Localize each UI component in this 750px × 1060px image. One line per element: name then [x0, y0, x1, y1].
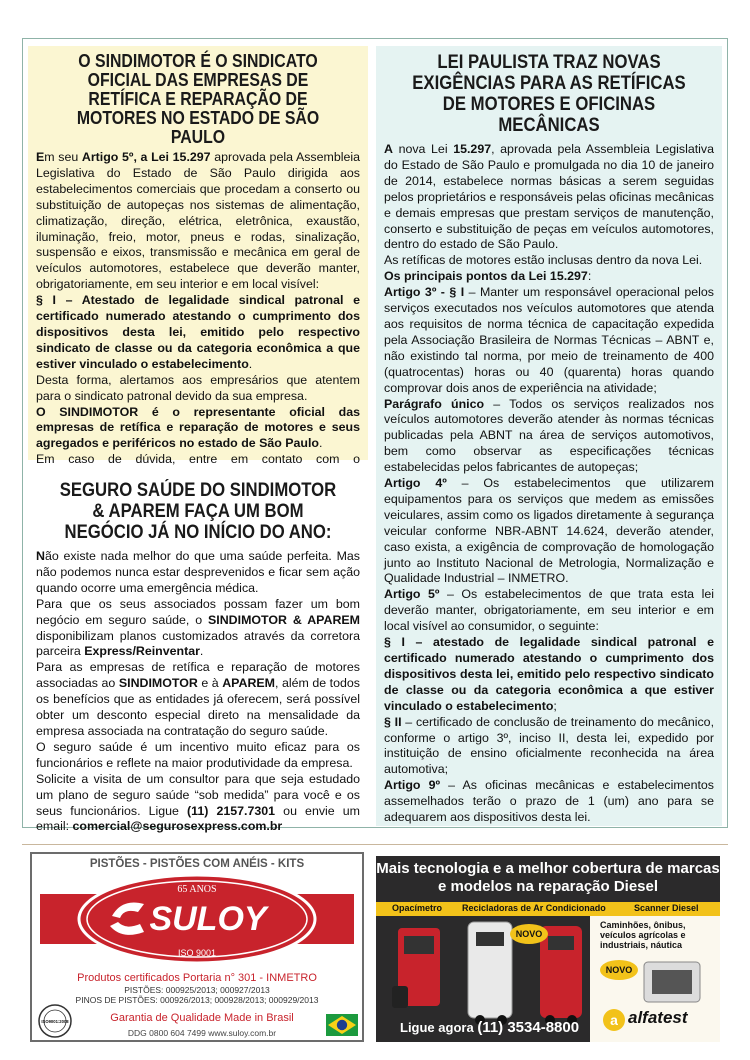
alfatest-brand: alfatest — [628, 1008, 688, 1027]
text-run: e à — [197, 676, 223, 691]
suloy-pistoes: PISTÕES: 000925/2013; 000927/2013 — [124, 985, 270, 995]
text-run: : — [587, 269, 592, 284]
suloy-certification: Produtos certificados Portaria n° 301 - INMETRO — [77, 972, 317, 984]
lei-paragraph-1 — [384, 142, 714, 253]
scanner-face — [652, 970, 692, 994]
sindimotor-aparem: SINDIMOTOR & APAREM — [208, 612, 360, 627]
suloy-contact[interactable]: DDG 0800 604 7499 www.suloy.com.br — [127, 1028, 277, 1038]
sindimotor-name: SINDIMOTOR — [118, 676, 198, 691]
text-run: – As oficinas mecânicas e estabelecimentos assemelhados terão o prazo de 1 (um) ano para se adequarem aos dispositivos desta lei. — [384, 778, 714, 825]
product-opacimetro: Opacímetro — [392, 903, 443, 913]
text-run: – Os estabelecimentos que utilizarem equipamentos para os serviços que medem as emissões veiculares, assim como os ligados diretamente à segurança veicular conforme NBR-ABNT 14.624, deverão atender, caso exista, a exigência de comprovação de homologação junto ao Instituto Nacional de Metrologia, Normalização e Qualidade Industrial – INMETRO. — [384, 476, 714, 586]
sindimotor-paragraph-2 — [36, 293, 360, 373]
sindimotor-title: O SINDIMOTOR É O SINDICATO OFICIAL DAS EMPRESAS DE RETÍFICA E REPARAÇÃO DE MOTORES NO ESTADO DE SÃO PAULO — [76, 51, 320, 147]
recycler-display — [548, 936, 574, 950]
text-run: nova Lei — [392, 142, 454, 156]
text-run: Para que os seus associados possam fazer um bom negócio em seguro saúde, o — [36, 596, 360, 627]
lei-paragraph-9 — [384, 715, 714, 779]
suloy-logo — [40, 874, 354, 964]
law-number: 15.297 — [453, 142, 492, 156]
text-run: , além de todos os benefícios que as entidades já oferecem, será possível obter um desconto especial direto na mensalidade da empresa associada na contratação do seguro saúde. — [36, 676, 360, 738]
suloy-pinos: PINOS DE PISTÕES: 000926/2013; 000928/2013; 000929/2013 — [75, 995, 319, 1005]
law-reference: Artigo 5º, a Lei 15.297 — [81, 150, 211, 164]
drop-letter: E — [36, 150, 45, 164]
opacimeter-screen — [404, 936, 434, 954]
sindimotor-box — [28, 46, 368, 467]
alfatest-product-bar — [376, 902, 720, 916]
suloy-quality: Garantia de Qualidade Made in Brasil — [110, 1012, 294, 1024]
section-one-text: § I – atestado de legalidade sindical patronal e certificado numerado atestando o cumprimento dos dispositivos desta lei, emitido pelo respectivo sindicato de classe ou da categoria econômica a que estiver vinculado o estabelecimento — [384, 635, 714, 713]
drop-letter: A — [384, 142, 393, 156]
lei-paragraph-10 — [384, 778, 714, 826]
lei-paulista-title: LEI PAULISTA TRAZ NOVAS EXIGÊNCIAS PARA AS RETÍFICAS DE MOTORES E OFICINAS MECÂNICAS — [412, 52, 686, 136]
seguro-paragraph-5 — [36, 772, 360, 836]
seguro-saude-box — [28, 466, 368, 834]
article-label: Artigo 5º — [384, 587, 440, 602]
text-run: Para as empresas de retífica e reparação de motores associadas ao — [36, 660, 360, 691]
suloy-header: PISTÕES - PISTÕES COM ANÉIS - KITS — [89, 858, 305, 870]
lei-paragraph-4 — [384, 285, 714, 396]
sindimotor-paragraph-4 — [36, 405, 360, 453]
product-recicladoras: Recicladoras de Ar Condicionado — [462, 903, 606, 913]
lei-paragraph-3 — [384, 269, 714, 285]
suloy-brand: SULOY — [149, 900, 267, 938]
suloy-iso-label: ISO 9001 — [177, 948, 217, 958]
text-run: – Todos os serviços realizados nos veículos automotores deverão atender às normas técnicas publicadas pela ABNT na área de serviços automotivos, bem como observar as especificações técnicas estabelecidas pelos fabricantes de autopeças; — [384, 396, 715, 475]
divider — [22, 844, 728, 845]
iso-seal-icon — [38, 1004, 72, 1038]
lei-paragraph-5 — [384, 397, 714, 477]
alfatest-caption: Caminhões, ônibus, veículos agrícolas e industriais, náutica — [600, 920, 686, 950]
email-address: comercial@segurosexpress.com.br — [72, 819, 283, 834]
broker-name: Express/Reinventar — [84, 644, 200, 659]
opacimeter-case — [392, 986, 408, 1008]
article-label: Artigo 4º — [384, 476, 447, 491]
lei-paragraph-7 — [384, 587, 714, 635]
main-points-heading: Os principais pontos da Lei 15.297 — [384, 269, 588, 284]
seguro-paragraph-2 — [36, 597, 360, 661]
seguro-paragraph-3 — [36, 660, 360, 740]
drop-letter: N — [36, 549, 45, 563]
text-run: . — [199, 644, 204, 659]
phone-label: Ligue agora — [400, 1020, 474, 1035]
aparem-name: APAREM — [222, 676, 275, 691]
text-run: . — [319, 436, 323, 451]
text-run: , aprovada pela Assembleia Legislativa do Estado de São Paulo e promulgada no dia 10 de janeiro de 2014, estabelece normas básicas a serem seguidas pelos proprietários e responsáveis pelas oficinas mecânicas e demais empresas que prestam serviços de manutenção, conserto e substituição de peças em veículos automotores, dentro do estado de São Paulo. — [384, 142, 715, 252]
text-run: – Manter um responsável operacional pelos serviços executados nos veículos automotores que atenda aos requisitos de norma técnica de capacitação expedida pela Associação Brasileira de Normas Técnicas – ABNT e, não existindo tal norma, por meio de treinamento de 400 (quatrocentas) horas ou 40 (quarenta) horas quando comprovar dois anos de experiência na atividade; — [384, 285, 715, 395]
phone-number: (11) 3534-8800 — [477, 1019, 580, 1036]
article-label: Artigo 3º - § I — [384, 285, 465, 300]
alfatest-headline: Mais tecnologia e a melhor cobertura de marcas e modelos na reparação Diesel — [376, 860, 720, 895]
text-run: ou envie um email: — [36, 803, 360, 834]
flag-globe — [337, 1020, 347, 1030]
lei-paragraph-8 — [384, 635, 714, 715]
logo-glyph: a — [610, 1012, 618, 1028]
text-run: Solicite a visita de um consultor para que seja estudado um plano de seguro saúde “sob medida” para você e os seus funcionários. Ligue — [36, 771, 360, 818]
seguro-paragraph-4: O seguro saúde é um incentivo muito eficaz para os funcionários e reflete na maior produtividade da empresa. — [36, 739, 360, 770]
text-run: – Os estabelecimentos de que trata esta lei deverão manter, obrigatoriamente, em seu interior e em local visível ao consumidor, o seguinte: — [384, 587, 714, 634]
text-run: m seu — [44, 150, 82, 164]
novo-badge: NOVO — [600, 960, 638, 980]
novo-badge: NOVO — [510, 924, 548, 944]
phone-number: (11) 2157.7301 — [187, 803, 276, 818]
product-scanner: Scanner Diesel — [634, 903, 699, 913]
article-label: Parágrafo único — [384, 396, 485, 411]
text-run: disponibilizam planos customizados através da corretora parceira — [36, 628, 360, 659]
brazil-flag-icon — [326, 1014, 358, 1036]
article-label: § II — [384, 714, 402, 729]
lei-paragraph-2: As retíficas de motores estão inclusas dentro da nova Lei. — [384, 253, 703, 268]
text-run: ; — [553, 698, 557, 713]
alfatest-phone[interactable] — [400, 1019, 579, 1036]
section-one-text: § I – Atestado de legalidade sindical patronal e certificado numerado atestando o cumprimento dos dispositivos desta lei, emitido pelo respectivo sindicato de classe ou da categoria econômica a que estiver vinculado o estabelecimento — [36, 293, 360, 371]
seguro-paragraph-1 — [36, 549, 360, 597]
text-run: aprovada pela Assembleia Legislativa do Estado de São Paulo dirigida aos estabelecimentos comerciais que procedam a conserto ou substituição de autopeças nos sistemas de alimentação, climatização, direção, elétrica, eletrônica, exaustão, iluminação, freio, motor, pneus e rodas, sinalização, suspensão e eixos, transmissão e mecânica em geral de veículos automotores, estabelece que deverão manter, obrigatoriamente, em seu interior e em local visível: — [36, 150, 360, 292]
sindimotor-paragraph-3: Desta forma, alertamos aos empresários que atentem para o sindicato patronal devido da sua empresa. — [36, 372, 360, 403]
representative-text: O SINDIMOTOR é o representante oficial das empresas de retífica e reparação de motores e seus agregados e periféricos no estado de São Paulo — [36, 404, 360, 451]
suloy-portarias — [32, 985, 362, 1005]
seal-text: ISO9001:2008 — [41, 1019, 69, 1024]
seguro-saude-title: SEGURO SAÚDE DO SINDIMOTOR & APAREM FAÇA UM BOM NEGÓCIO JÁ NO INÍCIO DO ANO: — [59, 480, 337, 543]
text-run: . — [248, 356, 253, 371]
lei-paragraph-6 — [384, 476, 714, 587]
suloy-years: 65 ANOS — [177, 884, 217, 895]
text-run: – certificado de conclusão de treinamento do mecânico, conforme o artigo 3º, inciso II, desta lei, expedido por instituição de ensino oficialmente reconhecida na área automotiva; — [384, 714, 715, 777]
lei-paulista-box — [376, 46, 722, 826]
sindimotor-paragraph-1 — [36, 150, 360, 293]
alfatest-ad[interactable] — [376, 856, 720, 1042]
text-run: Em caso de dúvida, entre em contato com o — [36, 452, 360, 467]
recycler-display — [476, 932, 504, 946]
article-label: Artigo 9º — [384, 778, 441, 793]
text-run: ão existe nada melhor do que uma saúde perfeita. Mas não podemos nunca estar desprevenidos e ficar sem ação quando ocorre uma emergência médica. — [36, 549, 360, 595]
suloy-ad[interactable] — [30, 852, 364, 1042]
